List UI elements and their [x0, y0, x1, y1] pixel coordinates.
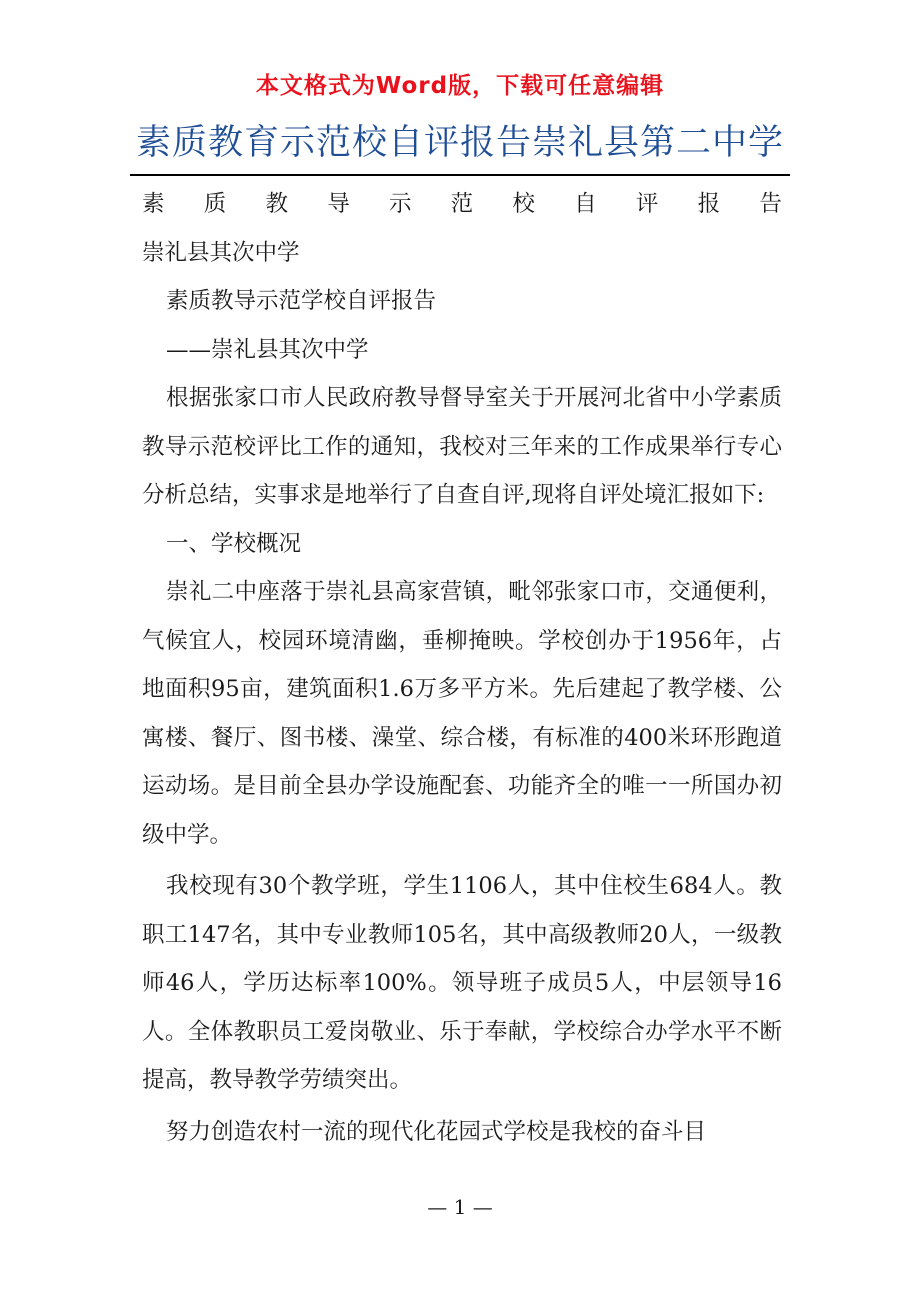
- heading-char: 导: [327, 191, 350, 217]
- intro-paragraph: 根据张家口市人民政府教导督导室关于开展河北省中小学素质教导示范校评比工作的通知，我校对三年来的工作成果举行专心分析总结，实事求是地举行了自查自评,现将自评处境汇报如下:: [142, 385, 782, 508]
- page-number: — 1 —: [427, 1195, 493, 1219]
- school-name-line: 崇礼县其次中学: [142, 239, 300, 266]
- goal-paragraph: 努力创造农村一流的现代化花园式学校是我校的奋斗目: [166, 1118, 707, 1145]
- download-notice: 本文格式为Word版，下载可任意编辑: [255, 73, 665, 99]
- document-title: 素质教育示范校自评报告崇礼县第二中学: [135, 123, 784, 163]
- document-body: [142, 180, 782, 1156]
- staff-paragraph: 我校现有30个教学班，学生1106人，其中住校生684人。教职工147名，其中专业教师105名，其中高级教师20人，一级教师46人，学历达标率100%。领导班子成员5人，中层领导16人。全体教职员工爱岗敬业、乐于奉献，学校综合办学水平不断提高，教导教学劳绩突出。: [142, 873, 782, 1093]
- heading-char: 质: [203, 191, 227, 217]
- overview-paragraph: 崇礼二中座落于崇礼县高家营镇，毗邻张家口市，交通便利，气候宜人，校园环境清幽，垂柳掩映。学校创办于1956年，占地面积95亩，建筑面积1.6万多平方米。先后建起了教学楼、公寓楼、餐厅、图书楼、澡堂、综合楼，有标准的400米环形跑道运动场。是目前全县办学设施配套、功能齐全的唯一一所国办初级中学。: [142, 579, 782, 848]
- report-byline: ——崇礼县其次中学: [166, 336, 369, 363]
- heading-char: 范: [450, 191, 474, 217]
- report-subtitle: 素质教导示范学校自评报告: [166, 288, 437, 314]
- heading-char: 教: [265, 191, 288, 217]
- heading-char: 示: [388, 191, 412, 217]
- report-heading-spaced: [142, 180, 782, 229]
- heading-char: 评: [635, 191, 659, 217]
- heading-char: 报: [697, 191, 721, 217]
- section-heading-overview: 一、学校概况: [166, 530, 302, 557]
- title-divider: [130, 174, 790, 176]
- heading-char: 自: [574, 191, 597, 217]
- heading-char: 素: [142, 191, 165, 217]
- heading-char: 校: [512, 191, 535, 217]
- heading-char: 告: [759, 191, 782, 217]
